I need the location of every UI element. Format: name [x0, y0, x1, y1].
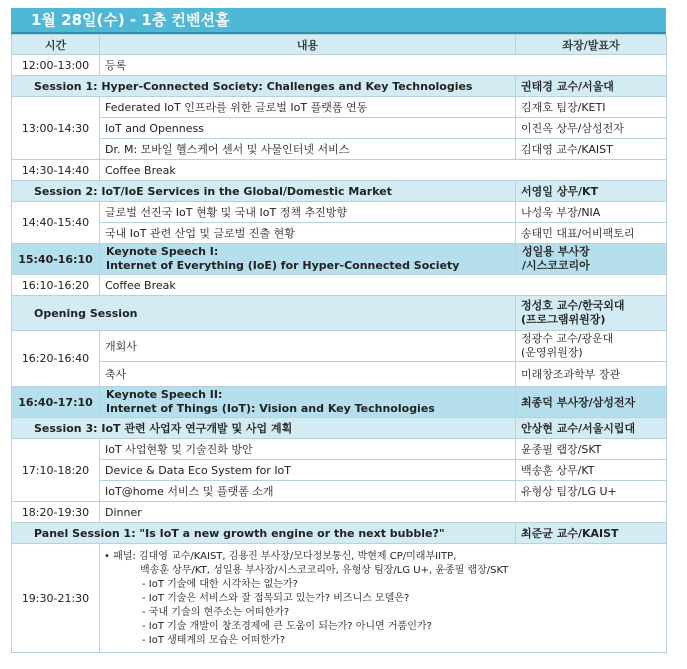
session-chair: 서영일 상무/KT [516, 181, 667, 202]
keynote-title-line: Keynote Speech I: [106, 245, 219, 258]
header-time: 시간 [12, 35, 100, 55]
session-title: Opening Session [12, 296, 516, 331]
session-chair [516, 296, 667, 331]
keynote-title-line: Keynote Speech II: [106, 388, 223, 401]
time-cell: 14:40-15:40 [12, 202, 100, 244]
session-chair: 최준균 교수/KAIST [516, 523, 667, 544]
speaker-cell [516, 331, 667, 362]
content-cell: 국내 IoT 관련 산업 및 글로벌 진출 현황 [100, 223, 516, 244]
speaker-cell: 김대영 교수/KAIST [516, 139, 667, 160]
keynote-title [100, 244, 516, 275]
session-chair: 안상현 교수/서울시립대 [516, 418, 667, 439]
session-title: Session 3: IoT 관련 사업자 연구개발 및 사업 계획 [12, 418, 516, 439]
speaker-cell: 이진옥 상무/삼성전자 [516, 118, 667, 139]
table-row [12, 502, 667, 523]
panel-topic: - 국내 기술의 현주소는 어떠한가? [142, 607, 290, 618]
table-row [12, 139, 667, 160]
speaker-cell: 윤종필 랩장/SKT [516, 439, 667, 460]
speaker-cell: 나성욱 부장/NIA [516, 202, 667, 223]
session-row [12, 296, 667, 331]
table-row [12, 362, 667, 387]
table-row [12, 439, 667, 460]
content-cell: 글로벌 선진국 IoT 현황 및 국내 IoT 정책 추진방향 [100, 202, 516, 223]
speaker-line: 정광수 교수/광운대 [521, 332, 614, 345]
time-cell: 13:00-14:30 [12, 97, 100, 160]
panel-topic: - IoT 기술 개발이 창조경제에 큰 도움이 되는가? 아니면 거품인가? [142, 621, 432, 632]
chair-line: (프로그램위원장) [521, 313, 606, 326]
content-cell: Federated IoT 인프라를 위한 글로벌 IoT 플랫폼 연동 [100, 97, 516, 118]
header-row [12, 35, 667, 55]
speaker-cell: 미래창조과학부 장관 [516, 362, 667, 387]
session-title: Session 1: Hyper-Connected Society: Challenges and Key Technologies [12, 76, 516, 97]
time-cell: 15:40-16:10 [12, 244, 100, 275]
content-cell: Dinner [100, 502, 667, 523]
content-cell: IoT@home 서비스 및 플랫폼 소개 [100, 481, 516, 502]
chair-line: 정성호 교수/한국외대 [521, 299, 625, 312]
session-row [12, 181, 667, 202]
table-row [12, 481, 667, 502]
session-title: Panel Session 1: "Is IoT a new growth engine or the next bubble?" [12, 523, 516, 544]
content-cell: Coffee Break [100, 275, 667, 296]
keynote-speaker: 최종덕 부사장/삼성전자 [516, 387, 667, 418]
content-cell: Device & Data Eco System for IoT [100, 460, 516, 481]
table-row [12, 160, 667, 181]
panel-topic: - IoT 기술은 서비스와 잘 접목되고 있는가? 비즈니스 모델은? [142, 593, 410, 604]
session-row [12, 76, 667, 97]
speaker-line: 성일용 부사장 [522, 245, 590, 258]
table-row [12, 202, 667, 223]
time-cell: 19:30-21:30 [12, 544, 100, 653]
table-row [12, 118, 667, 139]
table-row [12, 544, 667, 653]
keynote-row [12, 387, 667, 418]
header-chair: 좌장/발표자 [516, 35, 667, 55]
table-row [12, 460, 667, 481]
time-cell: 16:20-16:40 [12, 331, 100, 387]
session-row [12, 418, 667, 439]
speaker-cell: 유형상 팀장/LG U+ [516, 481, 667, 502]
time-cell: 18:20-19:30 [12, 502, 100, 523]
session-row [12, 523, 667, 544]
keynote-title-line: Internet of Things (IoT): Vision and Key Technologies [106, 402, 435, 415]
schedule-title: 1월 28일(수) - 1층 컨벤션홀 [11, 8, 666, 34]
keynote-row [12, 244, 667, 275]
session-chair: 권태경 교수/서울대 [516, 76, 667, 97]
panel-topic: - IoT 기술에 대한 시각차는 없는가? [142, 579, 298, 590]
keynote-title [100, 387, 516, 418]
session-title: Session 2: IoT/IoE Services in the Global/Domestic Market [12, 181, 516, 202]
table-row [12, 97, 667, 118]
panel-members-line: • 패널: 김대영 교수/KAIST, 김용진 부사장/모다정보통신, 박현제 CP/미래부IITP, [104, 551, 457, 562]
speaker-line: /시스코코리아 [522, 259, 590, 272]
header-content: 내용 [100, 35, 516, 55]
speaker-cell: 송태민 대표/어비팩토리 [516, 223, 667, 244]
panel-topic: - IoT 생태계의 모습은 어떠한가? [142, 635, 286, 646]
time-cell: 16:40-17:10 [12, 387, 100, 418]
keynote-speaker [516, 244, 667, 275]
table-row [12, 55, 667, 76]
content-cell: Coffee Break [100, 160, 667, 181]
content-cell: 등록 [100, 55, 667, 76]
content-cell: IoT 사업현황 및 기술진화 방안 [100, 439, 516, 460]
panel-members-line: 백송훈 상무/KT, 성일용 부사장/시스코코리아, 유형상 팀장/LG U+, 윤종필 랩장/SKT [140, 565, 509, 576]
content-cell: IoT and Openness [100, 118, 516, 139]
time-cell: 12:00-13:00 [12, 55, 100, 76]
content-cell: 축사 [100, 362, 516, 387]
table-row [12, 331, 667, 362]
table-row [12, 223, 667, 244]
speaker-cell: 백송훈 상무/KT [516, 460, 667, 481]
speaker-cell: 김재호 팀장/KETI [516, 97, 667, 118]
speaker-line: (운영위원장) [521, 346, 583, 359]
content-cell: Dr. M: 모바일 헬스케어 센서 및 사물인터넷 서비스 [100, 139, 516, 160]
schedule [11, 8, 666, 653]
panel-details [100, 544, 667, 653]
time-cell: 16:10-16:20 [12, 275, 100, 296]
time-cell: 14:30-14:40 [12, 160, 100, 181]
time-cell: 17:10-18:20 [12, 439, 100, 502]
schedule-table [11, 34, 667, 653]
keynote-title-line: Internet of Everything (IoE) for Hyper-Connected Society [106, 259, 460, 272]
table-row [12, 275, 667, 296]
content-cell: 개회사 [100, 331, 516, 362]
